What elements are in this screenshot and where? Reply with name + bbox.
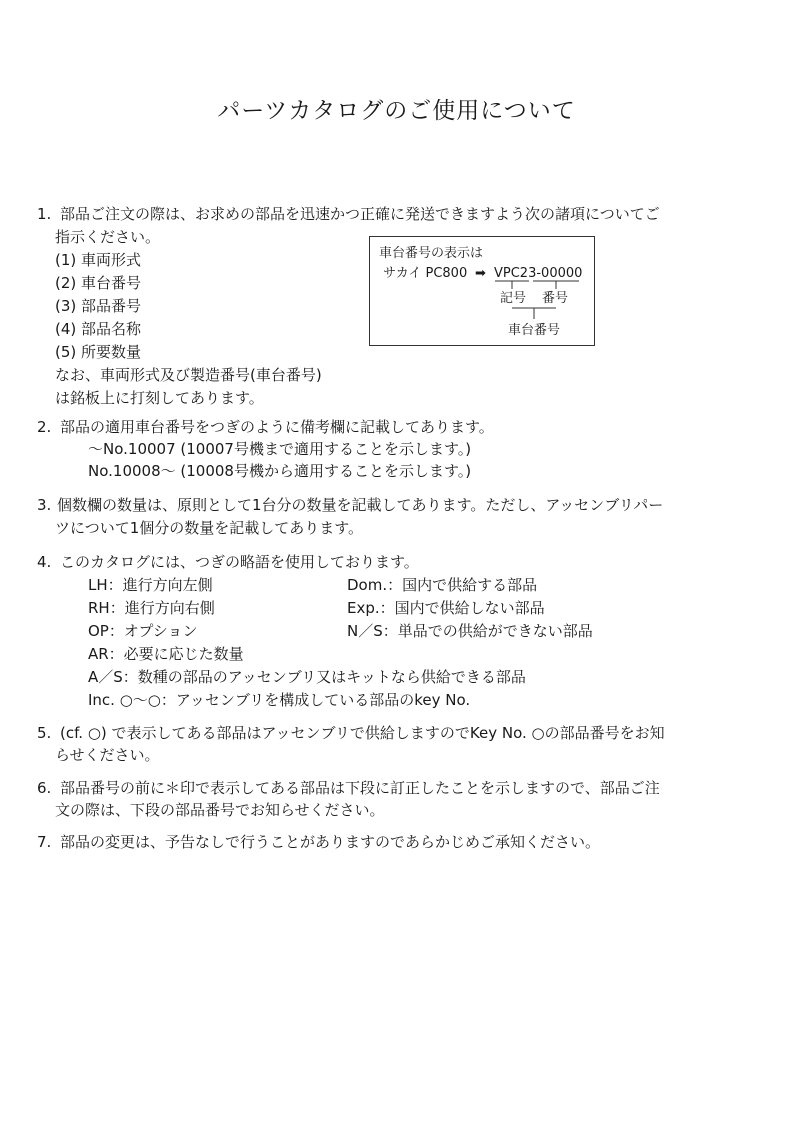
section-2-number: 2.	[37, 418, 52, 436]
section-1-item: (2) 車台番号	[55, 274, 142, 292]
box-symbol-label: 記号	[500, 291, 527, 306]
section-2-line-a: ～No.10007 (10007号機まで適用することを示します。)	[88, 440, 472, 458]
section-3-text-cont: ツについて1個分の数量を記載してあります。	[55, 519, 364, 537]
abbr-item: N／S：単品での供給ができない部品	[347, 622, 593, 640]
page-title: パーツカタログのご使用について	[217, 98, 576, 124]
section-5-text: (cf. ○) で表示してある部品はアッセンブリで供給しますのでKey No. ○の部品番号をお知	[60, 724, 665, 742]
section-1-text: 部品ご注文の際は、お求めの部品を迅速かつ正確に発送できますよう次の諸項についてご	[60, 205, 660, 223]
abbr-item: RH：進行方向右側	[88, 599, 215, 617]
abbr-item: AR：必要に応じた数量	[88, 645, 244, 663]
box-heading: 車台番号の表示は	[379, 246, 484, 261]
section-5-text-cont: らせください。	[55, 746, 160, 764]
section-1-item: (5) 所要数量	[55, 343, 142, 361]
abbr-item: OP：オプション	[88, 622, 198, 640]
box-serial-label: 車台番号	[508, 323, 561, 338]
section-6-number: 6.	[37, 779, 52, 797]
box-code: VPC23-00000	[494, 266, 583, 281]
section-7-text: 部品の変更は、予告なしで行うことがありますのであらかじめご承知ください。	[60, 833, 601, 851]
section-3-number: 3.	[37, 496, 52, 514]
section-1-item: (3) 部品番号	[55, 297, 142, 315]
arrow-right-icon: ➡	[475, 266, 486, 281]
section-1-item: (4) 部品名称	[55, 320, 142, 338]
section-1-note: なお、車両形式及び製造番号(車台番号)	[55, 366, 322, 384]
section-2-text: 部品の適用車台番号をつぎのように備考欄に記載してあります。	[60, 418, 494, 436]
section-1-note-cont: は銘板上に打刻してあります。	[55, 389, 264, 407]
section-1-number: 1.	[37, 205, 52, 223]
section-2-line-b: No.10008～ (10008号機から適用することを示します。)	[88, 462, 472, 480]
abbr-item: Dom.：国内で供給する部品	[347, 576, 538, 594]
box-model: サカイ PC800	[383, 266, 468, 281]
section-3-text: 個数欄の数量は、原則として1台分の数量を記載してあります。ただし、アッセンブリパー	[57, 496, 664, 514]
section-6-text-cont: 文の際は、下段の部品番号でお知らせください。	[55, 801, 385, 819]
serial-number-example-box	[369, 236, 595, 346]
section-6-text: 部品番号の前に＊印で表示してある部品は下段に訂正したことを示しますので、部品ご注	[60, 779, 660, 797]
section-1-text-cont: 指示ください。	[55, 228, 161, 246]
abbr-item: Inc. ○～○：アッセンブリを構成している部品のkey No.	[88, 691, 471, 709]
section-4-number: 4.	[37, 553, 52, 571]
abbr-item: Exp.：国内で供給しない部品	[347, 599, 545, 617]
section-4-text: このカタログには、つぎの略語を使用しております。	[60, 553, 419, 571]
section-1-item: (1) 車両形式	[55, 251, 142, 269]
box-number-label: 番号	[542, 291, 569, 306]
section-7-number: 7.	[37, 833, 52, 851]
abbr-item: LH：進行方向左側	[88, 576, 213, 594]
section-5-number: 5.	[37, 724, 52, 742]
abbr-item: A／S：数種の部品のアッセンブリ又はキットなら供給できる部品	[88, 668, 526, 686]
